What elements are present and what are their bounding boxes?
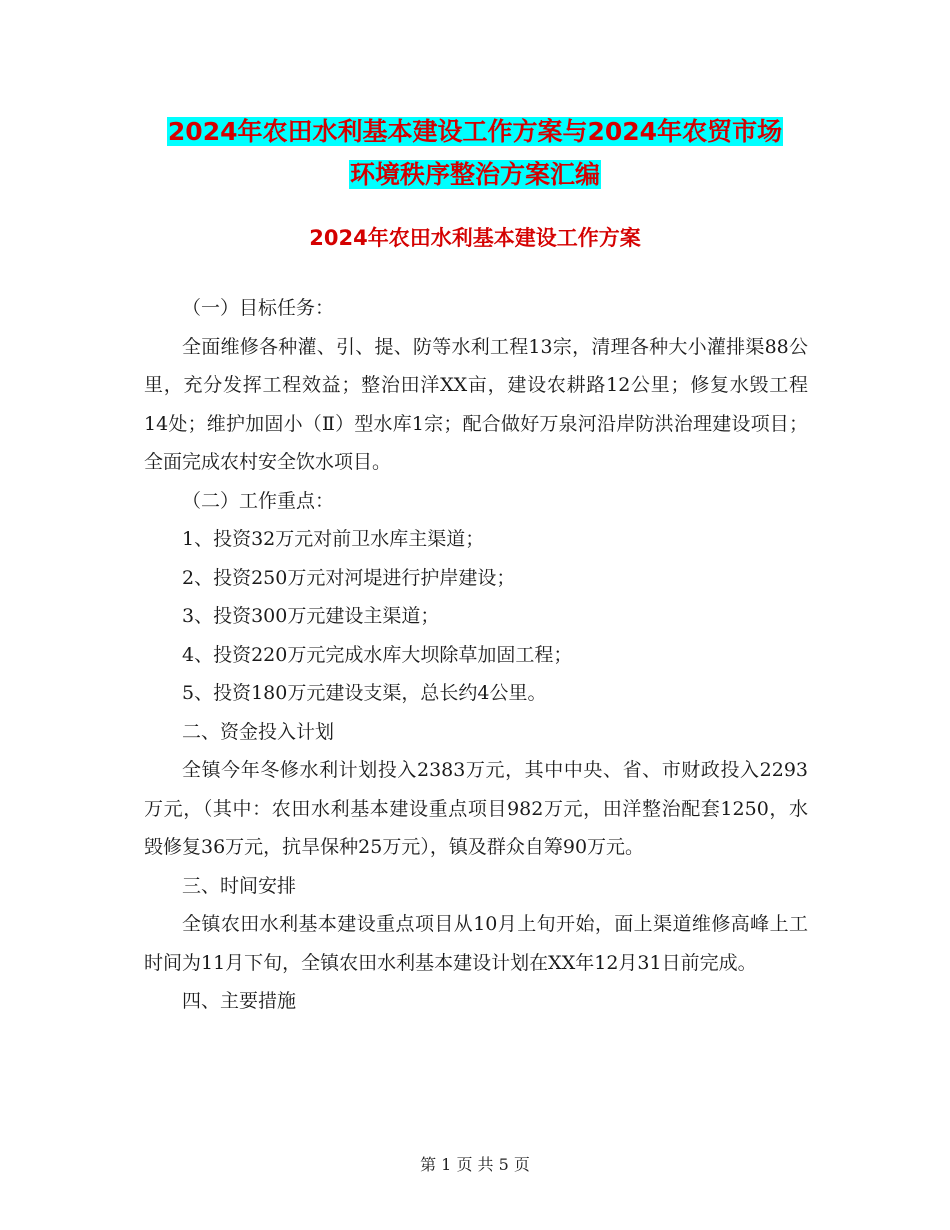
document-title-line-1 xyxy=(0,110,950,154)
paragraph-focus-item-1: 1、投资32万元对前卫水库主渠道； xyxy=(182,528,485,550)
paragraph-focus-item-3: 3、投资300万元建设主渠道； xyxy=(182,605,440,627)
document-title-line-2 xyxy=(0,153,950,197)
section-title: 2024年农田水利基本建设工作方案 xyxy=(309,226,641,250)
paragraph-schedule-heading: 三、时间安排 xyxy=(182,874,297,897)
paragraph-focus-heading: （二）工作重点： xyxy=(182,489,335,512)
paragraph-goal-heading: （一）目标任务： xyxy=(182,297,335,319)
paragraph-focus-item-2: 2、投资250万元对河堤进行护岸建设； xyxy=(182,566,516,589)
paragraph-focus-item-5: 5、投资180万元建设支渠，总长约4公里。 xyxy=(182,682,547,704)
paragraph-schedule-content: 全镇农田水利基本建设重点项目从10月上旬开始，面上渠道维修高峰上工时间为11月下旬，全镇农田水利基本建设计划在XX年12月31日前完成。 xyxy=(144,913,808,974)
paragraph-funding-content: 全镇今年冬修水利计划投入2383万元，其中中央、省、市财政投入2293万元，（其中：农田水利基本建设重点项目982万元，田洋整治配套1250，水毁修复36万元，抗旱保种25万元），镇及群众自筹90万元。 xyxy=(144,759,808,858)
paragraph-goal-content: 全面维修各种灌、引、提、防等水利工程13宗，清理各种大小灌排渠88公里，充分发挥工程效益；整治田洋XX亩，建设农耕路12公里；修复水毁工程14处；维护加固小（Ⅱ）型水库1宗；配合做好万泉河沿岸防洪治理建设项目；全面完成农村安全饮水项目。 xyxy=(144,335,808,473)
page-footer: 第 1 页 共 5 页 xyxy=(420,1155,530,1174)
paragraph-measures-heading: 四、主要措施 xyxy=(182,990,297,1012)
paragraph-focus-item-4: 4、投资220万元完成水库大坝除草加固工程； xyxy=(182,643,573,666)
paragraph-funding-heading: 二、资金投入计划 xyxy=(182,720,335,743)
document-title-highlight-2: 环境秩序整治方案汇编 xyxy=(349,160,600,189)
document-body xyxy=(144,289,808,1021)
document-title-highlight-1: 2024年农田水利基本建设工作方案与2024年农贸市场 xyxy=(167,117,783,146)
